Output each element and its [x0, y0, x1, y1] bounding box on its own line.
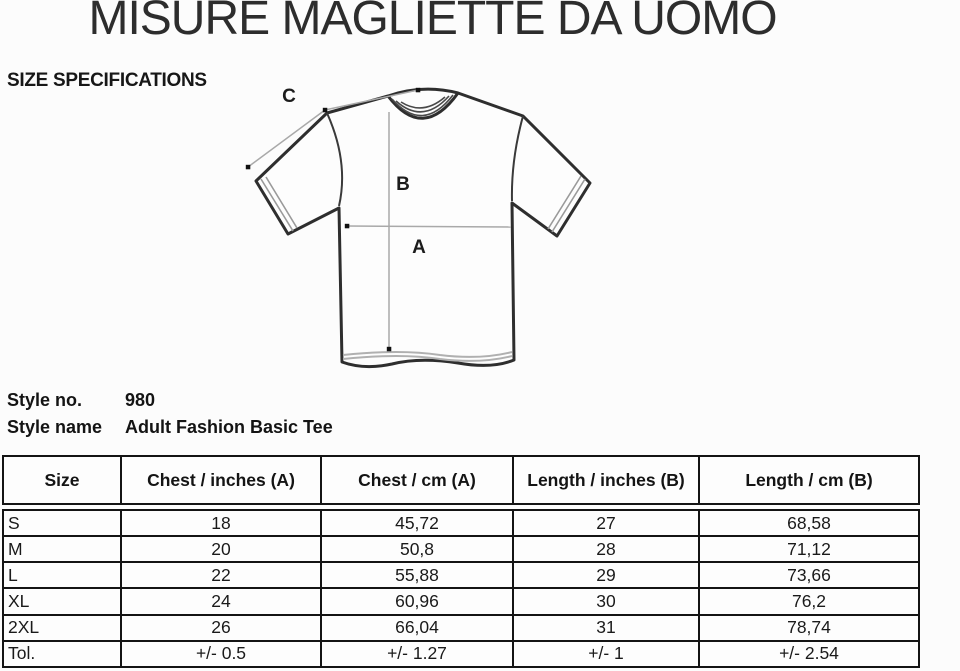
- length-in-cell: 30: [513, 588, 699, 614]
- style-info: [7, 387, 333, 441]
- size-cell: M: [3, 536, 121, 562]
- col-header-length-cm: Length / cm (B): [699, 456, 919, 504]
- chest-cm-cell: 55,88: [321, 562, 513, 588]
- table-row-2xl: [3, 615, 919, 641]
- col-header-chest-cm: Chest / cm (A): [321, 456, 513, 504]
- size-cell: Tol.: [3, 641, 121, 667]
- size-table-header: [2, 455, 920, 505]
- style-name-value: Adult Fashion Basic Tee: [125, 417, 333, 437]
- chest-cm-cell: 50,8: [321, 536, 513, 562]
- table-row-tolerance: [3, 641, 919, 667]
- chest-in-cell: 24: [121, 588, 321, 614]
- chest-in-cell: 18: [121, 510, 321, 536]
- size-cell: L: [3, 562, 121, 588]
- length-cm-cell: +/- 2.54: [699, 641, 919, 667]
- chest-in-cell: 26: [121, 615, 321, 641]
- length-in-cell: 28: [513, 536, 699, 562]
- chest-in-cell: 20: [121, 536, 321, 562]
- style-no-label: Style no.: [7, 390, 83, 410]
- size-cell: 2XL: [3, 615, 121, 641]
- table-row-l: [3, 562, 919, 588]
- length-cm-cell: 68,58: [699, 510, 919, 536]
- table-row-s: [3, 510, 919, 536]
- col-header-chest-in: Chest / inches (A): [121, 456, 321, 504]
- length-in-cell: 27: [513, 510, 699, 536]
- size-cell: XL: [3, 588, 121, 614]
- chest-measure-label: A: [412, 237, 426, 258]
- table-row-xl: [3, 588, 919, 614]
- length-cm-cell: 78,74: [699, 615, 919, 641]
- tshirt-outline: [256, 89, 590, 366]
- col-header-length-in: Length / inches (B): [513, 456, 699, 504]
- style-name-label: Style name: [7, 417, 103, 437]
- chest-cm-cell: 45,72: [321, 510, 513, 536]
- page-title: MISURE MAGLIETTE DA UOMO: [88, 0, 777, 45]
- style-no-row: [7, 387, 333, 414]
- size-table-body: [2, 509, 920, 668]
- chest-cm-cell: +/- 1.27: [321, 641, 513, 667]
- header-row: [3, 456, 919, 504]
- chest-measure-line: [347, 226, 511, 227]
- length-in-cell: 31: [513, 615, 699, 641]
- chest-in-cell: 22: [121, 562, 321, 588]
- tshirt-drawing: [220, 75, 620, 385]
- length-in-cell: +/- 1: [513, 641, 699, 667]
- size-specifications-label: SIZE SPECIFICATIONS: [7, 70, 207, 91]
- length-cm-cell: 71,12: [699, 536, 919, 562]
- table-row-m: [3, 536, 919, 562]
- length-measure-label: B: [396, 174, 410, 195]
- chest-cm-cell: 60,96: [321, 588, 513, 614]
- sleeve-measure-label: C: [282, 86, 296, 107]
- chest-in-cell: +/- 0.5: [121, 641, 321, 667]
- chest-cm-cell: 66,04: [321, 615, 513, 641]
- length-in-cell: 29: [513, 562, 699, 588]
- size-cell: S: [3, 510, 121, 536]
- length-cm-cell: 76,2: [699, 588, 919, 614]
- style-name-row: [7, 414, 333, 441]
- col-header-size: Size: [3, 456, 121, 504]
- tshirt-diagram: [220, 75, 620, 385]
- length-cm-cell: 73,66: [699, 562, 919, 588]
- style-no-value: 980: [125, 390, 156, 410]
